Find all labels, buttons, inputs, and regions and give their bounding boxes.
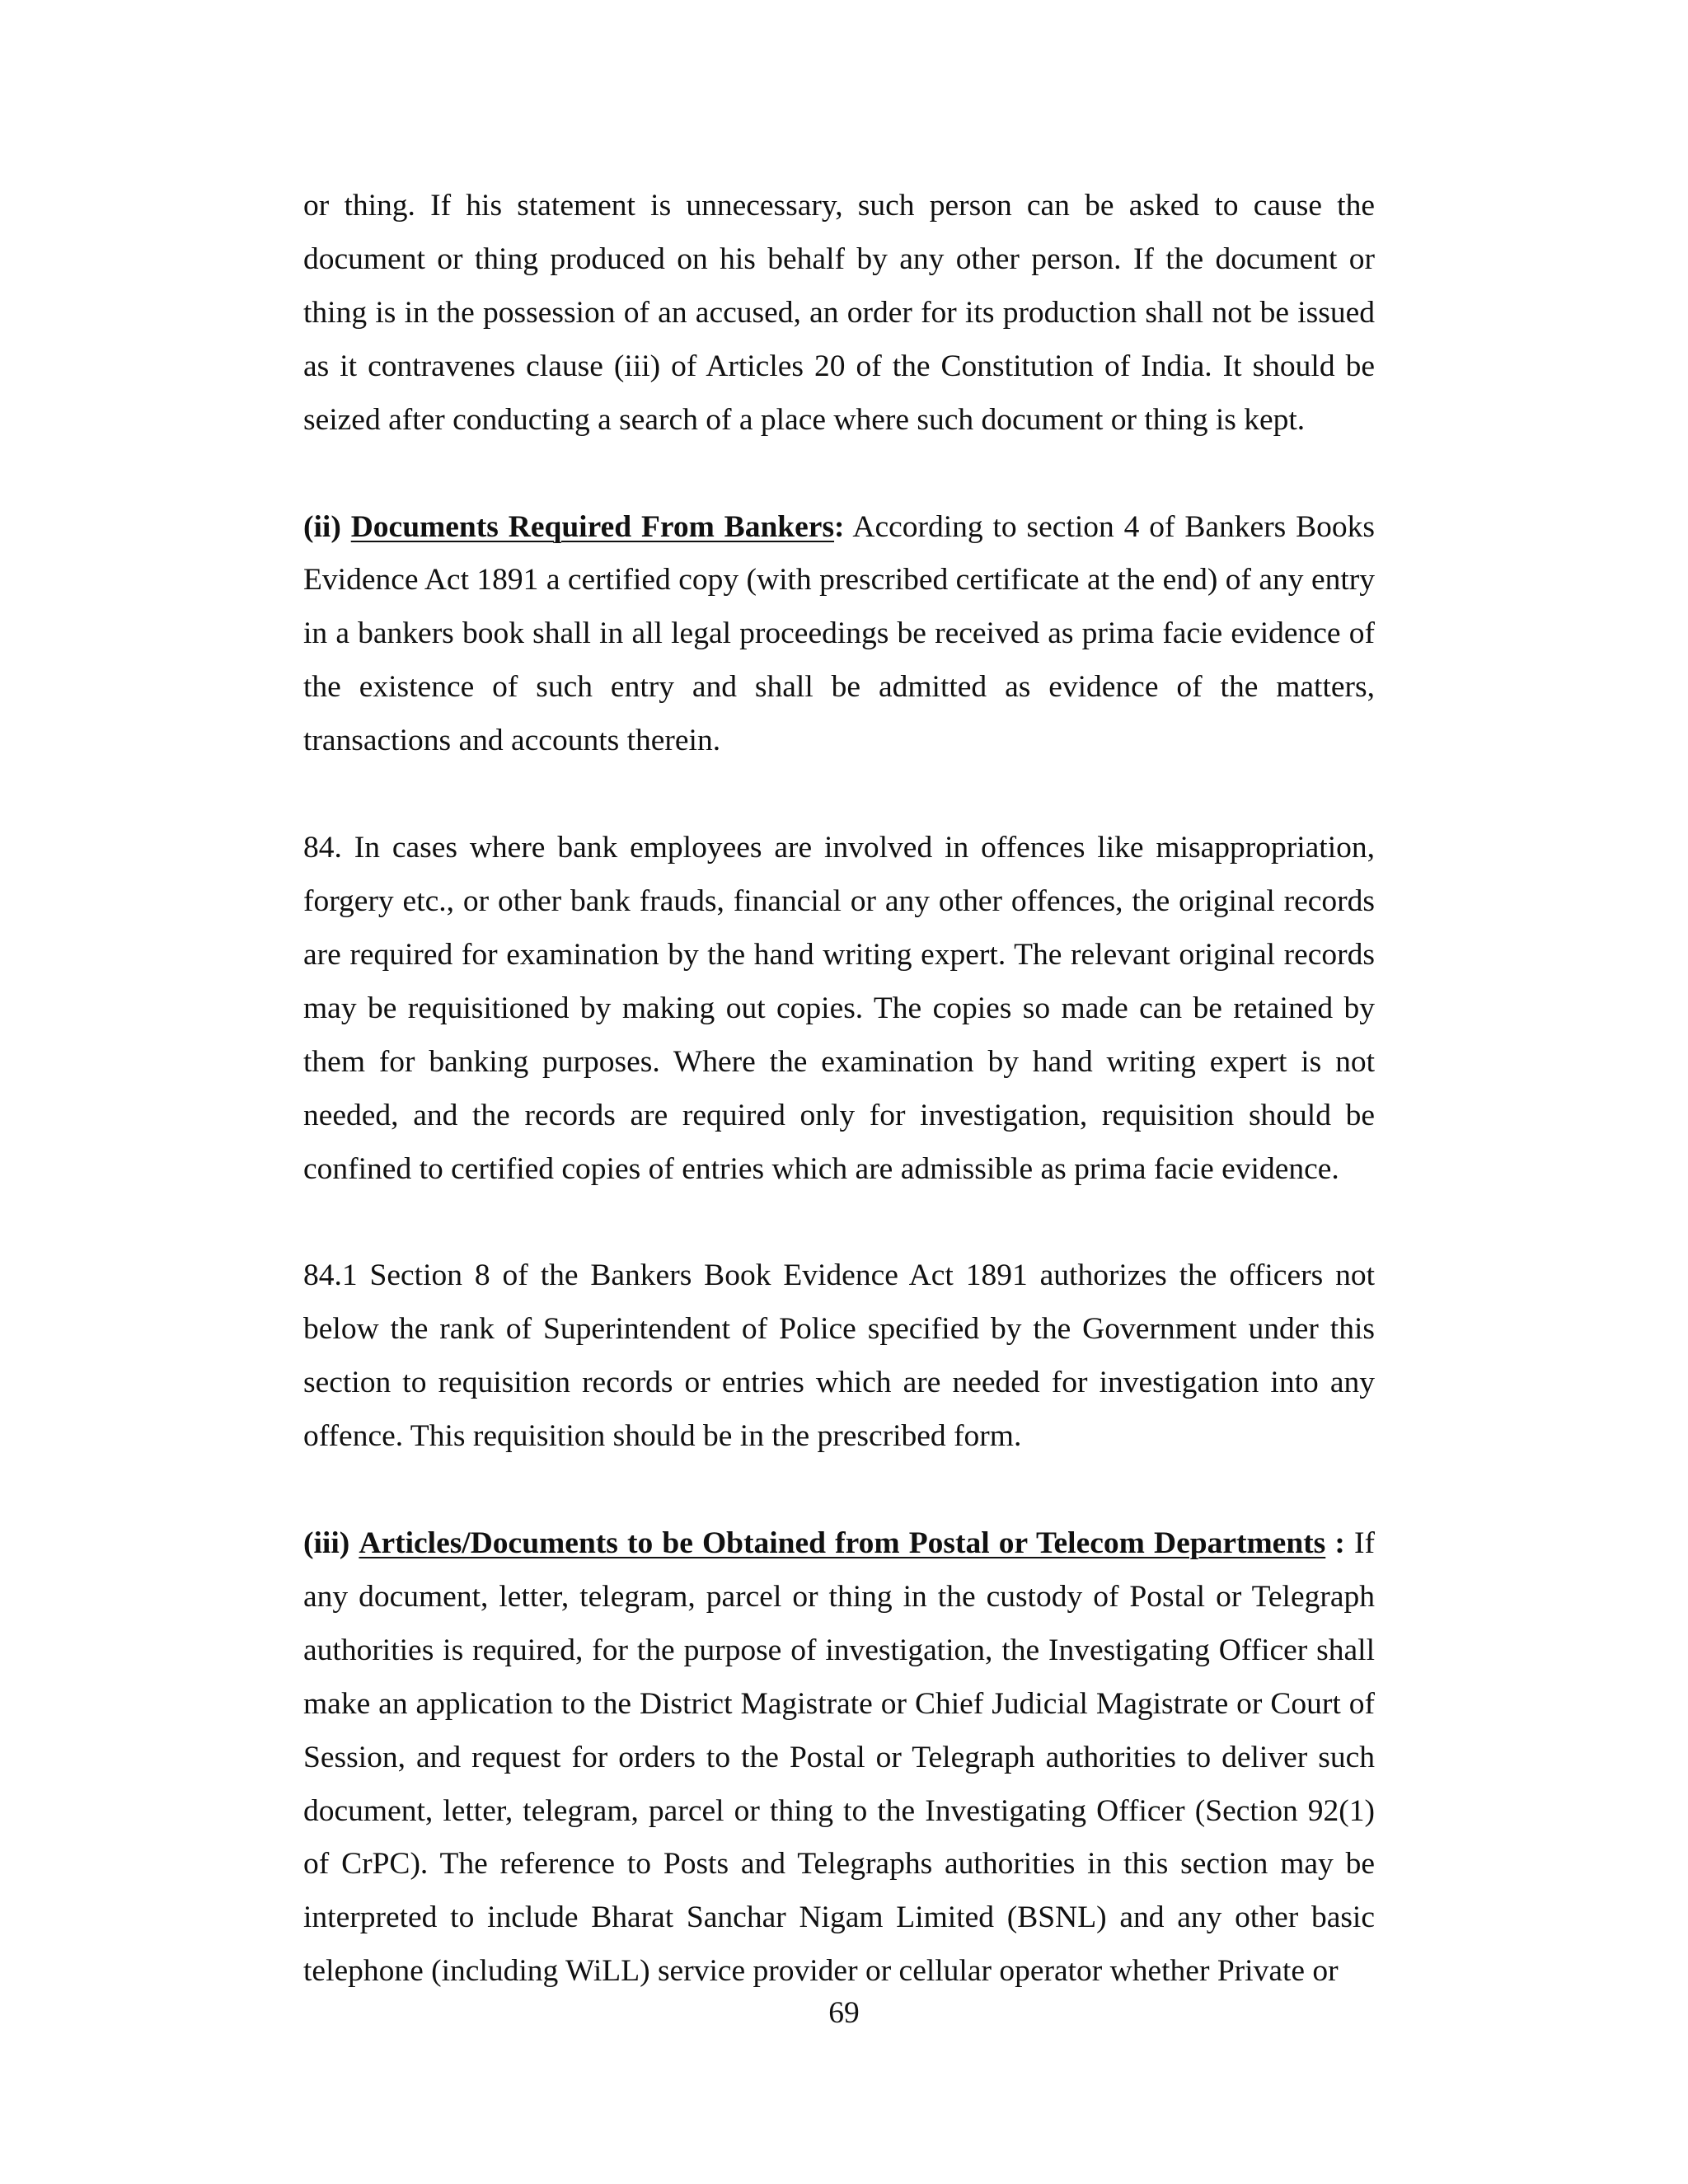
paragraph-84-1	[303, 1249, 1375, 1464]
paragraph-text: If any document, letter, telegram, parcel or thing in the custody of Postal or Telegraph authorities is required, for the purpose of investigation, the Investigating Officer shall make an application to the District Magistrate or Chief Judicial Magistrate or Court of Session, and request for orders to the Postal or Telegraph authorities to deliver such document, letter, telegram, parcel or thing to the Investigating Officer (Section 92(1) of CrPC). The reference to Posts and Telegraphs authorities in this section may be interpreted to include Bharat Sanchar Nigam Limited (BSNL) and any other basic telephone (including WiLL) service provider or cellular operator whether Private or	[303, 1526, 1376, 1989]
paragraph-postal-telecom	[303, 1517, 1375, 1999]
heading-colon: :	[1334, 1526, 1345, 1561]
paragraph-text: 84. In cases where bank employees are involved in offences like misappropriation, forgery etc., or other bank frauds, financial or any other offences, the original records are required for examination by the hand writing expert. The relevant original records may be requisitioned by making out copies. The copies so made can be retained by them for banking purposes. Where the examination by hand writing expert is not needed, and the records are required only for investigation, requisition should be confined to certified copies of entries which are admissible as prima facie evidence.	[303, 831, 1375, 1186]
paragraph-text: 84.1 Section 8 of the Bankers Book Evidence Act 1891 authorizes the officers not below the rank of Superintendent of Police specified by the Government under this section to requisition records or entries which are needed for investigation into any offence. This requisition should be in the prescribed form.	[303, 1258, 1375, 1454]
paragraph-bankers-documents	[303, 501, 1375, 769]
paragraph-text: According to section 4 of Bankers Books Evidence Act 1891 a certified copy (with prescribed certificate at the end) of any entry in a bankers book shall in all legal proceedings be received as prima facie evidence of the existence of such entry and shall be admitted as evidence of the matters, transactions and accounts therein.	[303, 509, 1376, 758]
paragraph-continuation	[303, 180, 1375, 448]
paragraph-84	[303, 822, 1375, 1196]
paragraph-text: or thing. If his statement is unnecessary, such person can be asked to cause the document or thing produced on his behalf by any other person. If the document or thing is in the possession of an accused, an order for its production shall not be issued as it contravenes clause (iii) of Articles 20 of the Constitution of India. It should be seized after conducting a search of a place where such document or thing is kept.	[303, 189, 1375, 437]
section-number: (ii)	[303, 509, 341, 544]
document-body	[303, 180, 1375, 1999]
section-heading: Documents Required From Bankers	[350, 509, 835, 544]
page-number: 69	[828, 1996, 860, 2030]
section-number: (iii)	[303, 1526, 350, 1561]
heading-colon: :	[834, 509, 845, 544]
section-heading: Articles/Documents to be Obtained from Postal or Telecom Departments	[359, 1526, 1326, 1561]
